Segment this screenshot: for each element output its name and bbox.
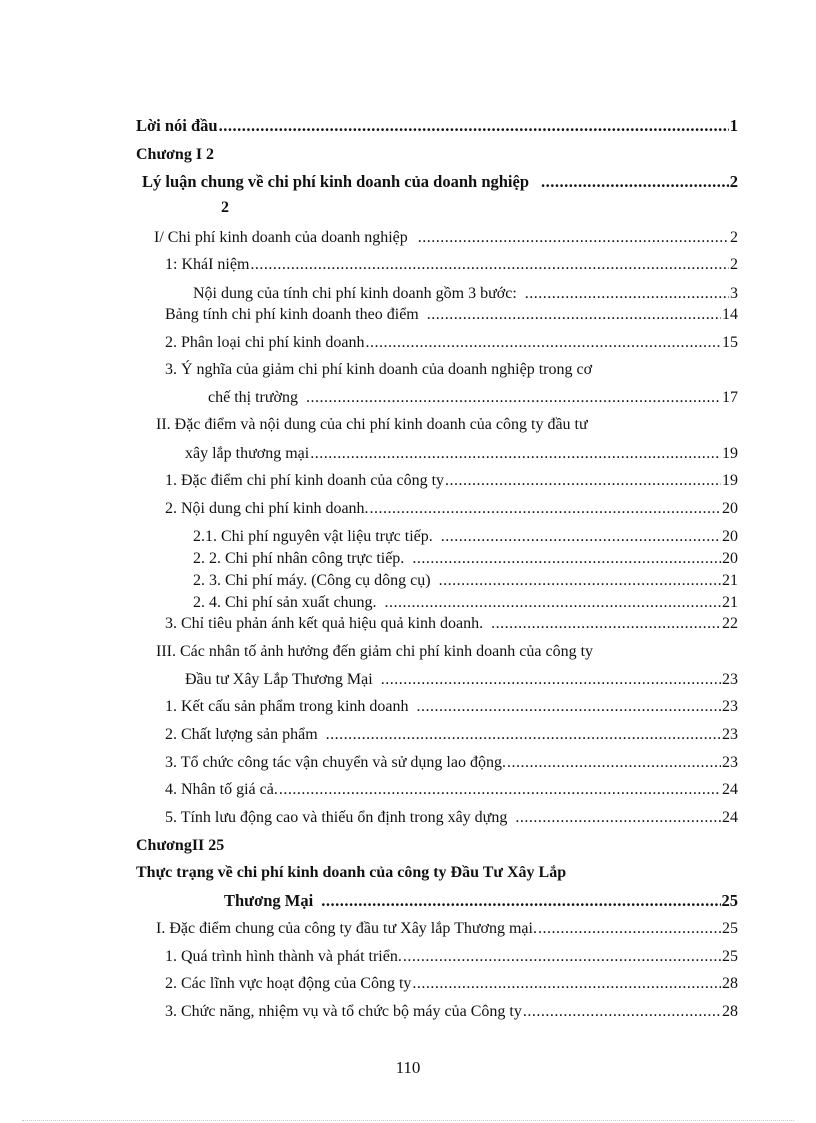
toc-entry-text: 1. Đặc điểm chi phí kinh doanh của công ty [165, 472, 445, 489]
toc-entry-III-2[interactable] [165, 725, 738, 745]
toc-entry-preface[interactable] [136, 116, 738, 136]
toc-entry-text: Thương Mại [224, 891, 314, 910]
toc-entry-text: 2.1. Chi phí nguyên vật liệu trực tiếp. [193, 528, 433, 545]
toc-entry-III-5[interactable] [165, 808, 738, 828]
dot-leader [321, 891, 720, 911]
dot-leader [403, 947, 721, 967]
toc-entry-text: Lời nói đầu [136, 116, 218, 135]
toc-page-number: 24 [722, 809, 738, 826]
toc-entry-text: Đầu tư Xây Lắp Thương Mại [185, 671, 373, 688]
toc-entry-1-concept[interactable] [165, 255, 738, 275]
toc-entry-section-III-line2[interactable] [185, 670, 738, 690]
toc-entry-text: 2. Chất lượng sản phẩm [165, 726, 318, 743]
toc-page-number: 23 [722, 698, 738, 715]
toc-entry-text: Nội dung của tính chi phí kinh doanh gồm 3 bước: [193, 285, 517, 302]
toc-page-number: 25 [722, 920, 738, 937]
toc-page-number: 3 [730, 285, 738, 302]
dot-leader [439, 571, 721, 591]
toc-entry-text: 4. Nhân tố giá cả. [165, 781, 278, 798]
toc-entry-text: I. Đặc điểm chung của công ty đầu tư Xây lắp Thương mại. [156, 920, 537, 937]
toc-page-number: 25 [721, 891, 738, 910]
toc-page-number: 28 [722, 975, 738, 992]
toc-entry-text: III. Các nhân tố ảnh hưởng đến giảm chi phí kinh doanh của công ty [156, 643, 594, 660]
dot-leader [523, 1002, 721, 1022]
toc-entry-ch2-section-I[interactable] [156, 919, 738, 939]
dot-leader [525, 284, 729, 304]
toc-entry-3-meaning-line2[interactable] [208, 388, 738, 408]
toc-entry-text: 2. 4. Chi phí sản xuất chung. [193, 594, 377, 611]
toc-page-number: 2 [729, 172, 738, 191]
toc-entry-text: 2. Nội dung chi phí kinh doanh. [165, 500, 369, 517]
toc-entry-section-II-line2[interactable] [185, 444, 738, 464]
toc-page-number: 25 [722, 948, 738, 965]
toc-entry-section-I[interactable] [154, 228, 738, 248]
toc-page-number: 14 [722, 306, 738, 323]
toc-entry-section-III-line1[interactable] [156, 642, 593, 662]
toc-entry-text: 2. 2. Chi phí nhân công trực tiếp. [193, 550, 405, 567]
toc-entry-II-2[interactable] [165, 499, 738, 519]
toc-entry-II-3[interactable] [165, 614, 738, 634]
toc-page-number: 15 [722, 334, 738, 351]
dot-leader [427, 305, 721, 325]
toc-page-number: 24 [722, 781, 738, 798]
toc-page-number: 2 [730, 229, 738, 246]
toc-entry-text: Thực trạng về chi phí kinh doanh của công ty Đầu Tư Xây Lắp [136, 864, 567, 881]
toc-page-number: 22 [722, 615, 738, 632]
toc-page-number: 21 [722, 572, 738, 589]
toc-entry-text: Bảng tính chi phí kinh doanh theo điểm [165, 306, 419, 323]
toc-page-number: 20 [722, 500, 738, 517]
toc-entry-text: 3. Chỉ tiêu phản ánh kết quả hiệu quả kinh doanh. [165, 615, 484, 632]
dot-leader [541, 172, 729, 192]
toc-entry-text: I/ Chi phí kinh doanh của doanh nghiệp [154, 229, 408, 246]
dot-leader [366, 333, 721, 353]
dot-leader [370, 499, 721, 519]
toc-chapter-2-heading[interactable] [136, 836, 224, 856]
toc-page-number: 28 [722, 1003, 738, 1020]
toc-page-number: 19 [722, 472, 738, 489]
toc-entry-text: ChươngII 25 [136, 837, 225, 854]
toc-entry-text: Lý luận chung về chi phí kinh doanh của doanh nghiệp [142, 172, 530, 191]
toc-entry-text: II. Đặc điểm và nội dung của chi phí kinh doanh của công ty đầu tư [156, 416, 588, 433]
dot-leader [515, 808, 721, 828]
toc-entry-text: 3. Ý nghĩa của giảm chi phí kinh doanh của doanh nghiệp trong cơ [165, 361, 593, 378]
toc-entry-text: 1. Kết cấu sản phẩm trong kinh doanh [165, 698, 409, 715]
dot-leader [412, 974, 721, 994]
toc-entry-text: Chương I 2 [136, 146, 215, 163]
dot-leader [538, 919, 721, 939]
toc-page-number: 20 [722, 528, 738, 545]
toc-entry-chapter-2-title-line2[interactable] [224, 891, 738, 911]
toc-entry-ch2-I-3[interactable] [165, 1002, 738, 1022]
toc-page-number: 23 [722, 754, 738, 771]
toc-page-number: 1 [729, 116, 738, 135]
toc-page-number: 23 [722, 671, 738, 688]
toc-entry-III-4[interactable] [165, 780, 738, 800]
toc-entry-II-2-4[interactable] [193, 593, 738, 613]
toc-page-number: 20 [722, 550, 738, 567]
toc-entry-text: 3. Chức năng, nhiệm vụ và tổ chức bộ máy của Công ty [165, 1003, 522, 1020]
dot-leader [445, 471, 721, 491]
toc-entry-text: 2. Phân loại chi phí kinh doanh [165, 334, 365, 351]
toc-page-number: 23 [722, 726, 738, 743]
toc-entry-2-classification[interactable] [165, 333, 738, 353]
toc-entry-text: 2 [221, 199, 229, 216]
dot-leader [250, 255, 729, 275]
toc-entry-III-3[interactable] [165, 753, 738, 773]
dot-leader [441, 527, 721, 547]
toc-entry-text: 2. 3. Chi phí máy. (Công cụ dông cụ) [193, 572, 431, 589]
toc-entry-section-II-line1[interactable] [156, 415, 588, 435]
toc-entry-3-meaning-line1[interactable] [165, 360, 592, 380]
toc-chapter-1-page-ref [221, 198, 229, 218]
toc-entry-text: 5. Tính lưu động cao và thiếu ổn định trong xây dựng [165, 809, 508, 826]
toc-entry-III-1[interactable] [165, 697, 738, 717]
dot-leader [279, 780, 721, 800]
dot-leader [507, 753, 721, 773]
toc-page-number: 21 [722, 594, 738, 611]
toc-entry-II-1[interactable] [165, 471, 738, 491]
toc-entry-text: 1. Quá trình hình thành và phát triển. [165, 948, 402, 965]
toc-entry-II-2-1[interactable] [193, 527, 738, 547]
toc-chapter-1-heading[interactable] [136, 145, 214, 165]
toc-entry-cost-table[interactable] [165, 305, 738, 325]
toc-entry-ch2-I-2[interactable] [165, 974, 738, 994]
dot-leader [417, 697, 722, 717]
dot-leader [412, 549, 721, 569]
dot-leader [310, 444, 721, 464]
toc-entry-text: 3. Tổ chức công tác vận chuyển và sử dụng lao động. [165, 754, 506, 771]
dot-leader [491, 614, 721, 634]
toc-page-number: 2 [730, 256, 738, 273]
toc-entry-text: xây lắp thương mại [185, 445, 310, 462]
dot-leader [306, 388, 721, 408]
toc-entry-chapter-1-title[interactable] [142, 172, 738, 192]
dot-leader [418, 228, 729, 248]
toc-entry-text: 2. Các lĩnh vực hoạt động của Công ty [165, 975, 412, 992]
toc-entry-II-2-3[interactable] [193, 571, 738, 591]
toc-page-number: 19 [722, 445, 738, 462]
dot-leader [385, 593, 721, 613]
dot-leader [381, 670, 721, 690]
dot-leader [219, 116, 729, 136]
toc-entry-text: chế thị trường [208, 389, 298, 406]
toc-entry-cost-content-3-steps[interactable] [193, 284, 738, 304]
page-number: 110 [395, 1058, 421, 1077]
toc-page-number: 17 [722, 389, 738, 406]
toc-entry-ch2-I-1[interactable] [165, 947, 738, 967]
toc-entry-chapter-2-title-line1[interactable] [136, 863, 566, 883]
page-bottom-divider [22, 1120, 794, 1121]
dot-leader [326, 725, 721, 745]
toc-entry-text: 1: KháI niệm [165, 256, 250, 273]
toc-entry-II-2-2[interactable] [193, 549, 738, 569]
